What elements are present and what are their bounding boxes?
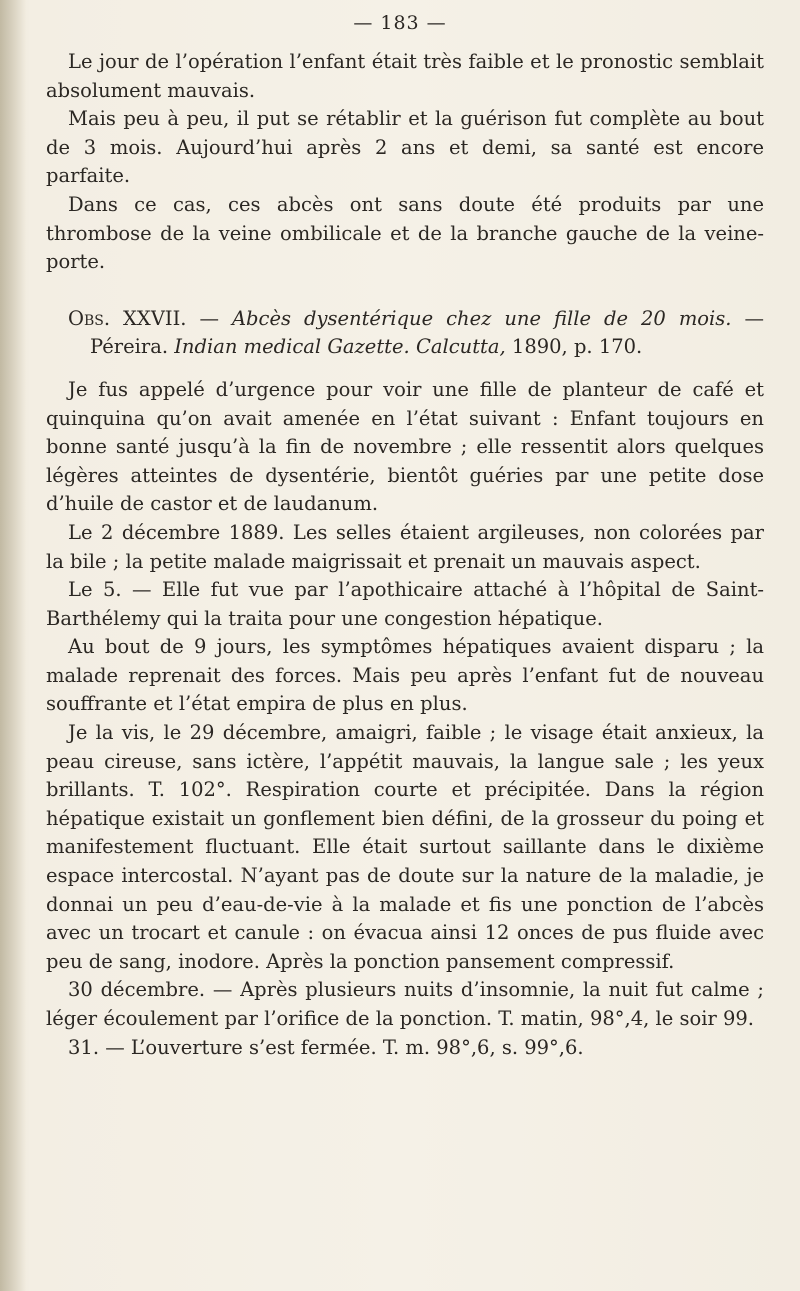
page-text [46,48,764,1062]
paragraph: 31. — L’ouverture s’est fermée. T. m. 98°,6, s. 99°,6. [68,1035,584,1059]
observation-label: Obs. XXVII. — [68,306,232,330]
observation-title: Abcès dysentérique chez une fille de 20 mois. [231,306,732,330]
paragraph: 30 décembre. — Après plusieurs nuits d’insomnie, la nuit fut calme ; léger écoulement par l’orifice de la ponction. T. matin, 98°,4, le soir 99. [46,978,764,1030]
paragraph: Le 5. — Elle fut vue par l’apothicaire attaché à l’hôpital de Saint-Barthélemy qui la traita pour une congestion hépatique. [46,578,764,630]
paragraph: Je la vis, le 29 décembre, amaigri, faible ; le visage était anxieux, la peau cireuse, sans ictère, l’appétit mauvais, la langue sale ; les yeux brillants. T. 102°. Respiration courte et précipitée. Dans la région hépatique existait un gonflement bien défini, de la grosseur du poing et manifestement fluctuant. Elle était surtout saillante dans le dixième espace intercostal. N’ayant pas de doute sur la nature de la maladie, je donnai un peu d’eau-de-vie à la malade et fis une ponction de l’abcès avec un trocart et canule : on évacua ainsi 12 onces de pus fluide avec peu de sang, inodore. Après la ponction pansement compressif. [46,721,764,973]
observation-reference: 1890, p. 170. [505,335,643,359]
observation-author: — Péreira. [90,306,764,359]
page-number: — 183 — [353,12,447,34]
paragraph: Mais peu à peu, il put se rétablir et la guérison fut complète au bout de 3 mois. Aujourd’hui après 2 ans et demi, sa santé est encore parfaite. [46,107,764,188]
paragraph: Au bout de 9 jours, les symptômes hépatiques avaient disparu ; la malade reprenait des forces. Mais peu après l’enfant fut de nouveau souffrante et l’état empira de plus en plus. [46,635,764,716]
paragraph: Je fus appelé d’urgence pour voir une fille de planteur de café et quinquina qu’on avait amenée en l’état suivant : Enfant toujours en bonne santé jusqu’à la fin de novembre ; elle ressentit alors quelques légères atteintes de dysentérie, bientôt guéries par une petite dose d’huile de castor et de laudanum. [46,377,764,516]
page-edge-shadow [0,0,26,1291]
observation-heading [68,305,764,362]
paragraph: Le jour de l’opération l’enfant était très faible et le pronostic semblait absolument mauvais. [46,50,764,102]
paragraph: Dans ce cas, ces abcès ont sans doute été produits par une thrombose de la veine ombilicale et de la branche gauche de la veine-porte. [46,192,764,274]
paragraph: Le 2 décembre 1889. Les selles étaient argileuses, non colorées par la bile ; la petite malade maigrissait et prenait un mauvais aspect. [46,520,764,573]
observation-journal: Indian medical Gazette. Calcutta, [174,335,506,359]
